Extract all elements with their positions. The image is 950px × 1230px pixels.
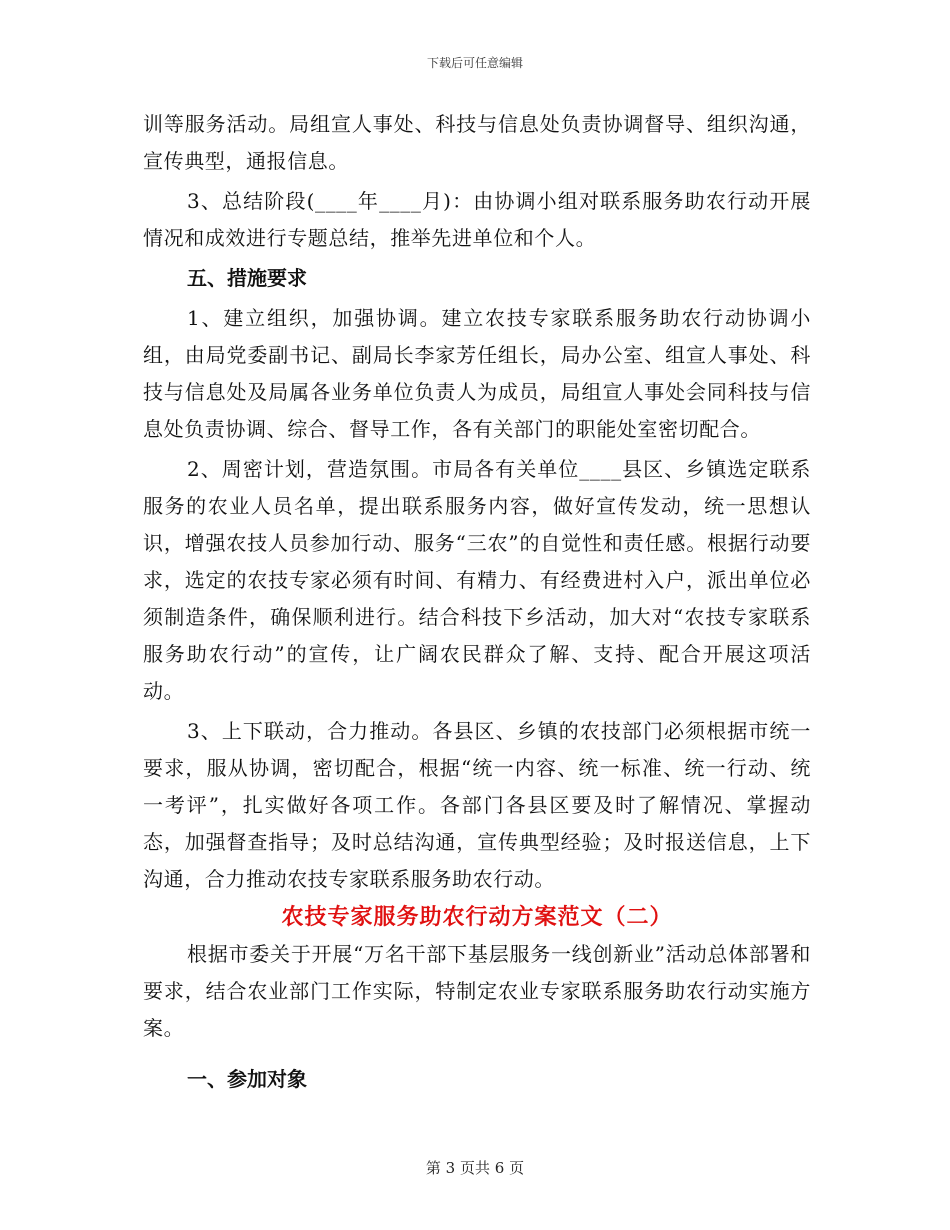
paragraph-coordination: 3、上下联动，合力推动。各县区、乡镇的农技部门必须根据市统一要求，服从协调，密切配合，根据“统一内容、统一标准、统一行动、统一考评”，扎实做好各项工作。各部门各县区要及时了解情况、掌握动态，加强督查指导；及时总结沟通，宣传典型经验；及时报送信息，上下沟通，合力推动农技专家联系服务助农行动。 bbox=[143, 719, 811, 891]
document-title-part-two: 农技专家服务助农行动方案范文（二） bbox=[281, 904, 673, 930]
document-body bbox=[143, 106, 811, 1098]
page-header: 下载后可任意编辑 bbox=[426, 56, 523, 70]
paragraph-organization: 1、建立组织，加强协调。建立农技专家联系服务助农行动协调小组，由局党委副书记、副局长李家芳任组长，局办公室、组宣人事处、科技与信息处及局属各业务单位负责人为成员，局组宣人事处会同科技与信息处负责协调、综合、督导工作，各有关部门的职能处室密切配合。 bbox=[143, 306, 811, 441]
paragraph-training-activities: 训等服务活动。局组宣人事处、科技与信息处负责协调督导、组织沟通，宣传典型，通报信息。 bbox=[143, 112, 811, 173]
section-heading-measures: 五、措施要求 bbox=[187, 266, 307, 290]
section-heading-participants: 一、参加对象 bbox=[187, 1067, 307, 1091]
paragraph-planning: 2、周密计划，营造氛围。市局各有关单位____县区、乡镇选定联系服务的农业人员名单，提出联系服务内容，做好宣传发动，统一思想认识，增强农技人员参加行动、服务“三农”的自觉性和责任感。根据行动要求，选定的农技专家必须有时间、有精力、有经费进村入户，派出单位必须制造条件，确保顺利进行。结合科技下乡活动，加大对“农技专家联系服务助农行动”的宣传，让广阔农民群众了解、支持、配合开展这项活动。 bbox=[143, 457, 811, 703]
page-number: 第 3 页共 6 页 bbox=[425, 1159, 525, 1177]
paragraph-summary-stage: 3、总结阶段(____年____月)：由协调小组对联系服务助农行动开展情况和成效进行专题总结，推举先进单位和个人。 bbox=[143, 189, 811, 250]
paragraph-intro: 根据市委关于开展“万名干部下基层服务一线创新业”活动总体部署和要求，结合农业部门工作实际，特制定农业专家联系服务助农行动实施方案。 bbox=[143, 942, 811, 1040]
